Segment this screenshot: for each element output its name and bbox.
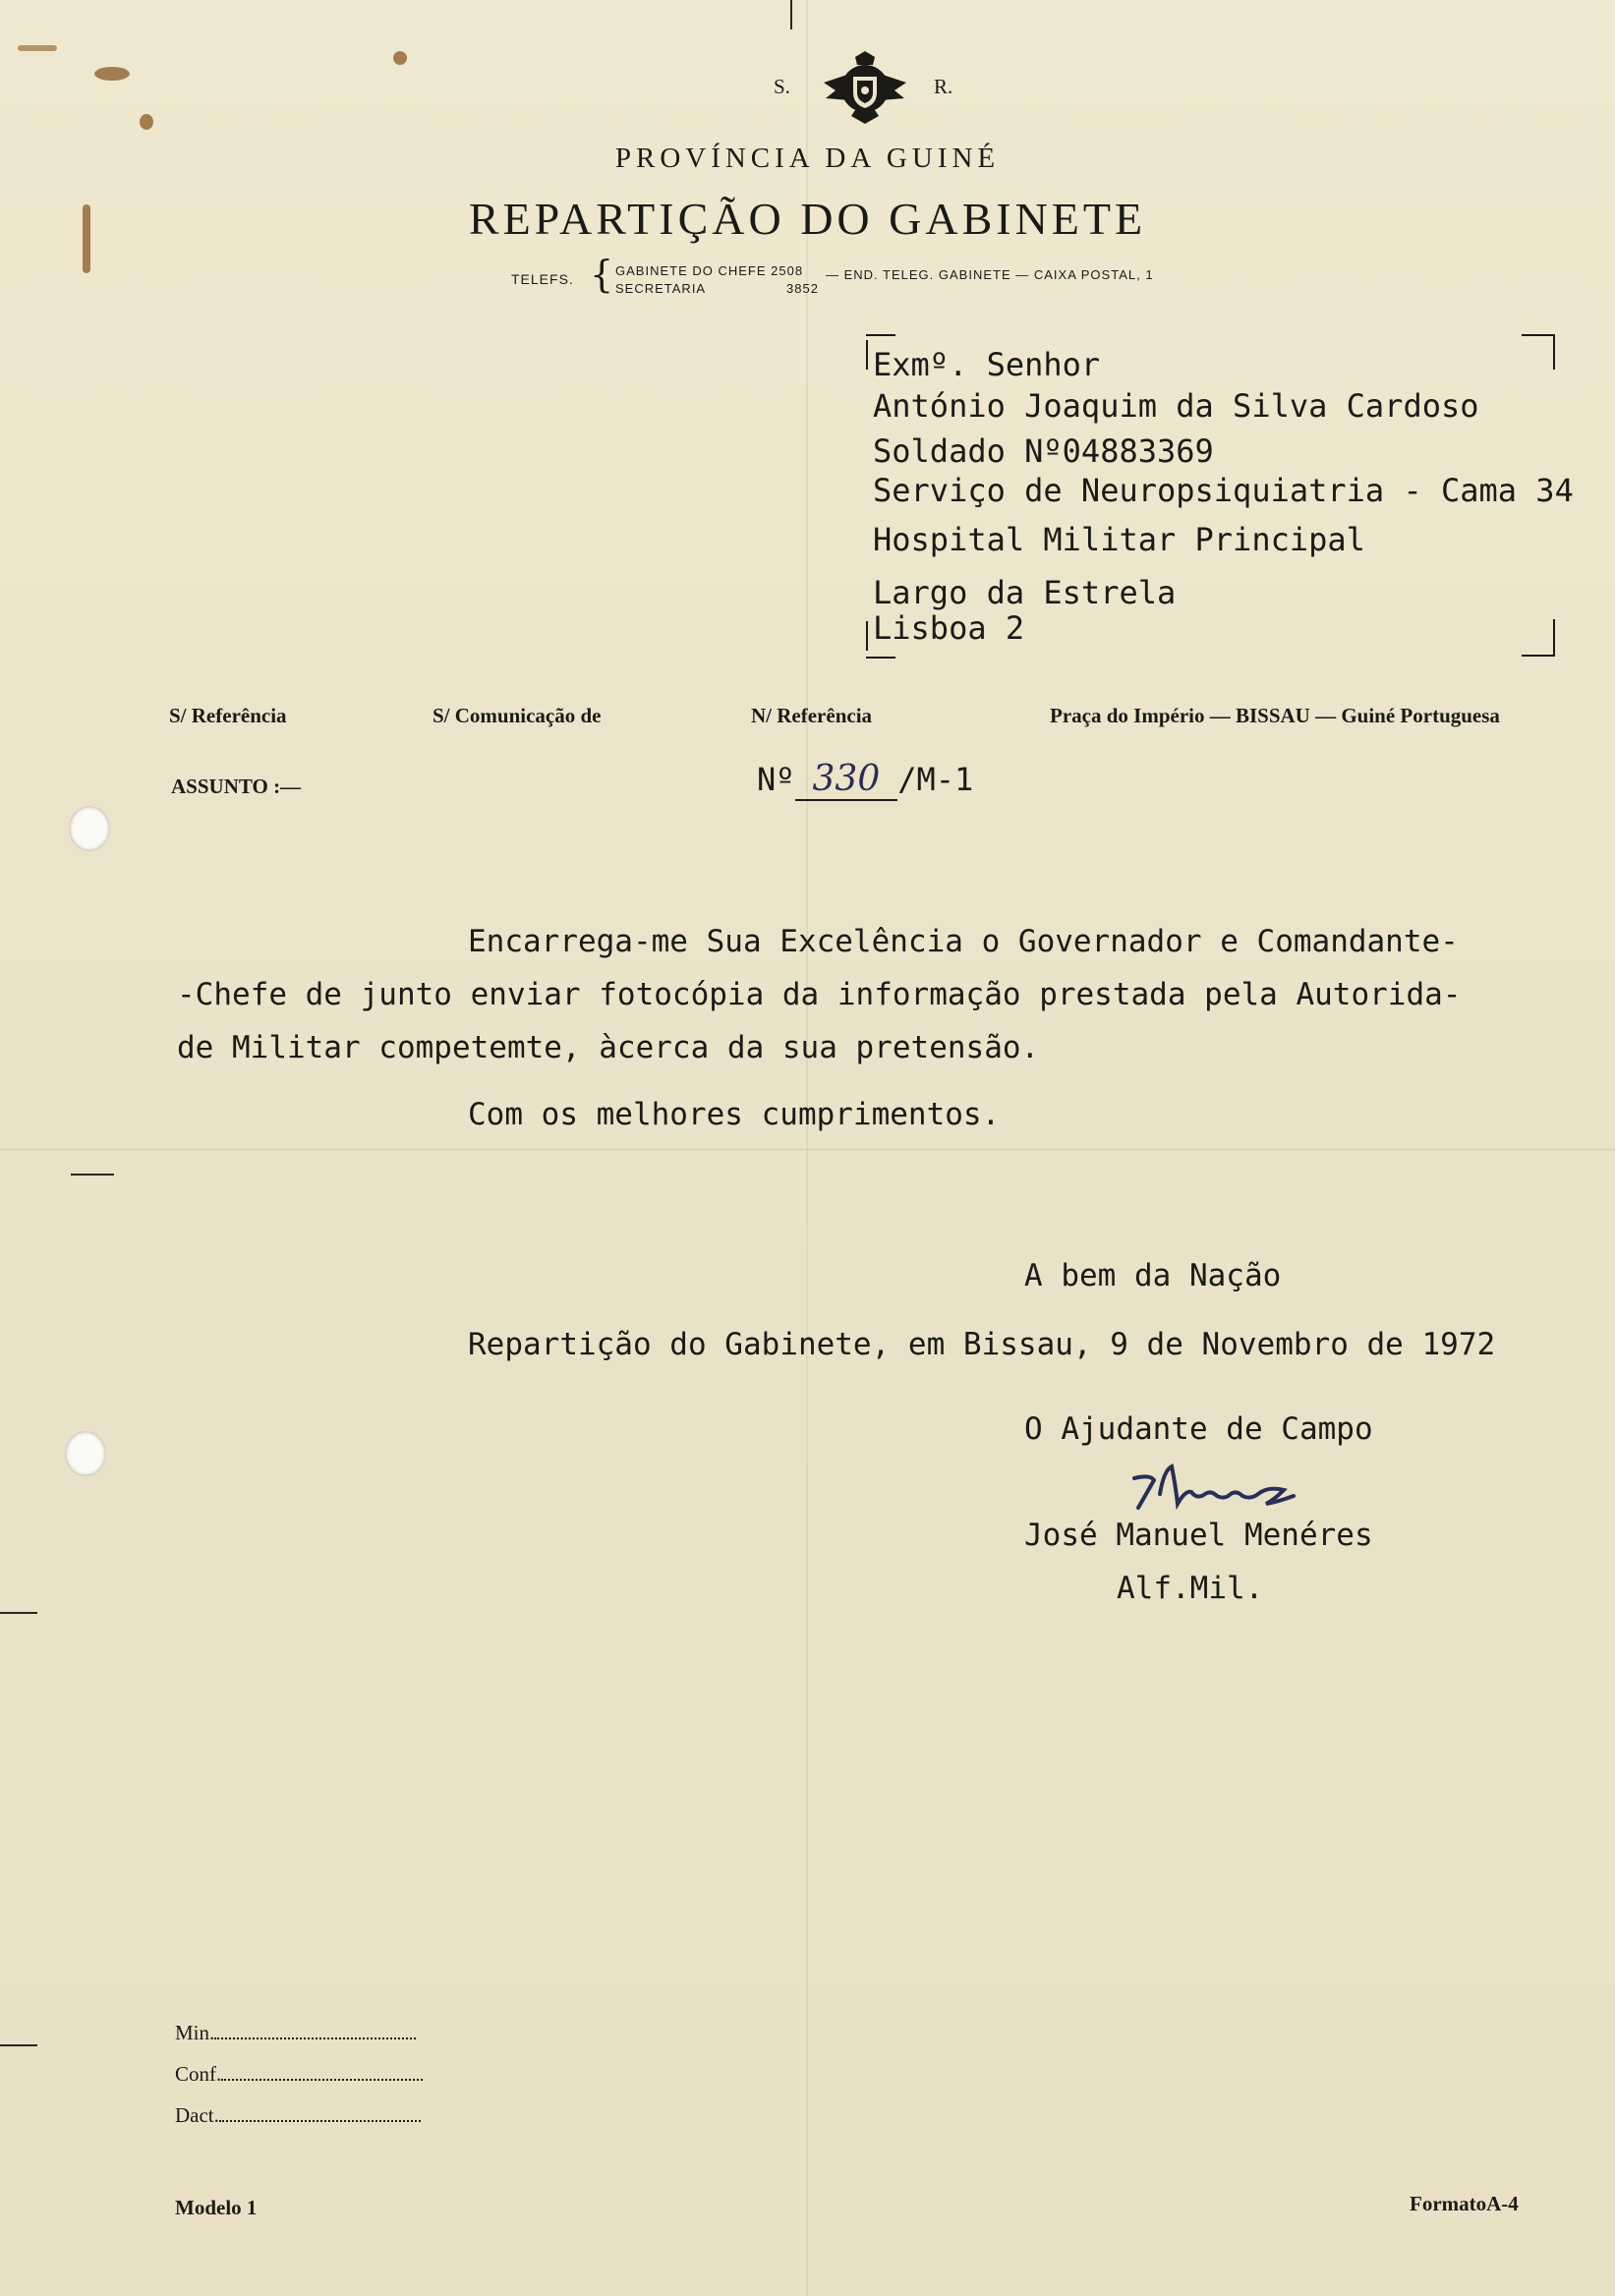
address-bracket	[866, 657, 895, 659]
recipient-street: Largo da Estrela	[873, 574, 1177, 611]
stain	[18, 45, 57, 51]
reference-number-prefix: Nº	[757, 761, 795, 798]
conf-field	[175, 2062, 423, 2087]
body-line-3: de Militar competemte, àcerca da sua pretensão.	[177, 1030, 1040, 1065]
recipient-city: Lisboa 2	[873, 609, 1025, 647]
brace-icon: {	[590, 253, 615, 296]
format-label: FormatoA-4	[1410, 2192, 1519, 2215]
min-field	[175, 2021, 416, 2045]
n-referencia-label: N/ Referência	[751, 704, 873, 727]
recipient-service: Serviço de Neuropsiquiatria - Cama 34	[873, 472, 1574, 509]
stain	[94, 67, 130, 81]
address-bracket	[1553, 619, 1555, 657]
recipient-hospital: Hospital Militar Principal	[873, 521, 1365, 558]
fold-line	[806, 0, 808, 2296]
address-bracket	[1522, 655, 1555, 657]
address-bracket	[866, 340, 868, 370]
dact-field	[175, 2103, 421, 2128]
province-heading: PROVÍNCIA DA GUINÉ	[614, 143, 1001, 174]
dact-dotted-line	[219, 2106, 421, 2122]
margin-mark	[790, 0, 792, 29]
telegraph-address: — END. TELEG. GABINETE — CAIXA POSTAL, 1	[826, 267, 1154, 282]
assunto-label: ASSUNTO :—	[171, 775, 302, 798]
closing-line: Com os melhores cumprimentos.	[468, 1097, 1001, 1132]
conf-label: Conf.	[175, 2062, 222, 2086]
signatory-name: José Manuel Menéres	[1024, 1518, 1373, 1553]
seal-left-letter: S.	[774, 75, 790, 98]
margin-mark	[0, 1612, 37, 1614]
min-label: Min.	[175, 2021, 215, 2044]
signatory-role: O Ajudante de Campo	[1024, 1411, 1373, 1447]
address-bracket	[866, 621, 868, 651]
model-label: Modelo 1	[175, 2196, 258, 2219]
s-comunicacao-label: S/ Comunicação de	[433, 704, 602, 727]
address-bracket	[1553, 334, 1555, 370]
margin-mark	[0, 2044, 37, 2046]
reference-number	[757, 759, 973, 799]
recipient-name: António Joaquim da Silva Cardoso	[873, 387, 1479, 425]
conf-dotted-line	[221, 2065, 423, 2081]
phone-line-secretaria: SECRETARIA	[615, 281, 707, 296]
stain	[140, 114, 153, 130]
coat-of-arms-icon	[818, 49, 912, 126]
body-line-2: -Chefe de junto enviar fotocópia da informação prestada pela Autorida-	[177, 977, 1462, 1012]
phone-number-secretaria: 3852	[786, 281, 819, 296]
location-label: Praça do Império — BISSAU — Guiné Portuguesa	[1050, 704, 1500, 727]
place-date-line: Repartição do Gabinete, em Bissau, 9 de Novembro de 1972	[468, 1327, 1496, 1362]
phone-line-chefe: GABINETE DO CHEFE 2508	[615, 263, 804, 278]
body-line-1: Encarrega-me Sua Excelência o Governador e Comandante-	[468, 924, 1459, 959]
recipient-rank: Soldado Nº04883369	[873, 432, 1214, 470]
stain	[393, 51, 407, 65]
min-dotted-line	[214, 2024, 416, 2039]
punch-hole	[65, 1431, 106, 1476]
motto-line: A bem da Nação	[1024, 1258, 1282, 1293]
signatory-rank: Alf.Mil.	[1117, 1571, 1264, 1606]
margin-mark	[71, 1174, 114, 1176]
recipient-salutation: Exmº. Senhor	[873, 346, 1101, 383]
punch-hole	[69, 806, 110, 851]
phones-label: TELEFS.	[511, 271, 574, 287]
s-referencia-label: S/ Referência	[169, 704, 287, 727]
handwritten-signature-icon	[1121, 1461, 1366, 1520]
address-bracket	[866, 334, 895, 336]
office-heading: REPARTIÇÃO DO GABINETE	[468, 194, 1147, 244]
seal-right-letter: R.	[934, 75, 953, 98]
reference-number-handwritten: 330	[795, 759, 898, 801]
address-bracket	[1522, 334, 1555, 336]
reference-number-suffix: /M-1	[897, 761, 974, 798]
dact-label: Dact.	[175, 2103, 219, 2127]
